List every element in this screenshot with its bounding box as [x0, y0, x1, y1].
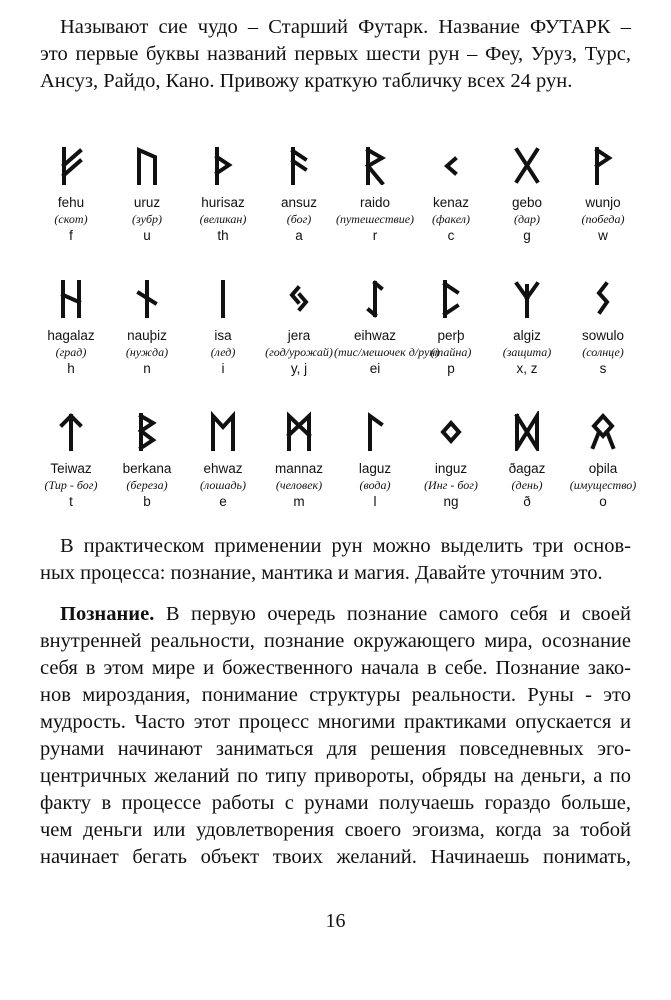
rune-name: algiz: [513, 328, 541, 343]
rune-sound: o: [599, 494, 607, 509]
gebo-rune-icon: [512, 145, 542, 185]
ehwaz-rune-icon: [208, 411, 238, 451]
rune-cell: [182, 278, 264, 378]
rune-meaning: (скот): [54, 212, 88, 226]
text-line: это первые буквы названий первых шести рун – Феу, Уруз, Турс,: [40, 43, 631, 65]
berkana-rune-icon: [132, 411, 162, 451]
rune-name: kenaz: [432, 195, 470, 210]
cognition-heading: Познание.: [60, 603, 155, 625]
rune-cell: [562, 278, 644, 378]
rune-meaning: (береза): [126, 478, 168, 492]
algiz-rune-icon: [512, 278, 542, 318]
rune-cell: [258, 145, 340, 245]
perthro-rune-icon: [436, 278, 466, 318]
rune-sound: w: [598, 228, 608, 243]
rune-meaning: (лошадь): [200, 478, 246, 492]
rune-sound: g: [523, 228, 531, 243]
cognition-paragraph: [40, 601, 631, 871]
rune-cell: [182, 145, 264, 245]
rune-meaning: (дар): [513, 212, 541, 226]
rune-cell: [258, 278, 340, 378]
rune-meaning: (Тир - бог): [44, 478, 98, 492]
teiwaz-rune-icon: [56, 411, 86, 451]
text-line: чем деньги или удовлетворения своего эгоизма, когда за тобой: [40, 819, 631, 841]
text-line: рунами начинают заниматься для решения повседневных эго-: [40, 738, 631, 760]
rune-name: fehu: [57, 195, 85, 210]
text-line: мудрость. Часто этот процесс многими практиками опускается и: [40, 711, 631, 733]
practice-paragraph: [40, 533, 631, 587]
sowulo-rune-icon: [588, 278, 618, 318]
dagaz-rune-icon: [512, 411, 542, 451]
rune-cell: [106, 411, 188, 511]
ingwaz-rune-icon: [436, 411, 466, 451]
rune-sound: a: [295, 228, 303, 243]
rune-cell: [334, 411, 416, 511]
rune-cell: [410, 145, 492, 245]
text-line: Называют сие чудо – Старший Футарк. Название ФУТАРК –: [60, 16, 631, 38]
uruz-rune-icon: [132, 145, 162, 185]
rune-sound: u: [143, 228, 151, 243]
rune-sound: l: [373, 494, 377, 509]
rune-meaning: (тайна): [430, 345, 472, 359]
rune-name: berkana: [122, 461, 172, 476]
rune-sound: r: [372, 228, 378, 243]
text-line: [40, 601, 631, 628]
rune-sound: n: [143, 361, 151, 376]
rune-sound: p: [447, 361, 455, 376]
rune-name: perþ: [437, 328, 465, 343]
rune-cell: [486, 278, 568, 378]
rune-name: hagalaz: [47, 328, 95, 343]
rune-sound: c: [447, 228, 455, 243]
wunjo-rune-icon: [588, 145, 618, 185]
text-line: внутренней реальности, познание окружающего мира, осознание: [40, 630, 631, 652]
text-line: факту в процессе работы с рунами получаешь гораздо больше,: [40, 792, 631, 814]
rune-name: hurisaz: [201, 195, 245, 210]
rune-name: uruz: [133, 195, 161, 210]
rune-meaning: (град): [55, 345, 87, 359]
rune-name: wunjo: [585, 195, 621, 210]
isa-rune-icon: [208, 278, 238, 318]
page-number: 16: [325, 910, 346, 932]
rune-sound: e: [219, 494, 227, 509]
rune-meaning: (победа): [581, 212, 625, 226]
rune-name: jera: [287, 328, 311, 343]
hagalaz-rune-icon: [56, 278, 86, 318]
rune-meaning: (зубр): [132, 212, 162, 226]
rune-name: eihwaz: [353, 328, 397, 343]
rune-cell: [334, 278, 440, 378]
rune-sound: th: [217, 228, 229, 243]
rune-name: ðagaz: [508, 461, 546, 476]
rune-sound: h: [67, 361, 75, 376]
rune-meaning: (путешествие): [335, 212, 415, 226]
text-line: В практическом применении рун можно выделить три основ-: [60, 535, 631, 557]
rune-name: sowulo: [581, 328, 625, 343]
rune-meaning: (тис/мешочек д/рун): [334, 345, 440, 359]
rune-cell: [30, 411, 112, 511]
rune-cell: [30, 278, 112, 378]
rune-sound: s: [599, 361, 607, 376]
kenaz-rune-icon: [436, 145, 466, 185]
rune-cell: [486, 145, 568, 245]
mannaz-rune-icon: [284, 411, 314, 451]
rune-sound: ng: [443, 494, 459, 509]
rune-cell: [182, 411, 264, 511]
laguz-rune-icon: [360, 411, 390, 451]
rune-cell: [106, 278, 188, 378]
rune-cell: [258, 411, 340, 511]
rune-cell: [410, 411, 492, 511]
othala-rune-icon: [588, 411, 618, 451]
text-line: себя в этом мире и божественного начала в себе. Познание зако-: [40, 657, 631, 679]
rune-sound: ei: [369, 361, 381, 376]
raido-rune-icon: [360, 145, 390, 185]
rune-name: oþila: [588, 461, 618, 476]
rune-meaning: (бог): [286, 212, 312, 226]
rune-cell: [30, 145, 112, 245]
rune-sound: f: [69, 228, 73, 243]
text-line: центричных желаний по типу привороты, обряды на деньги, а по: [40, 765, 631, 787]
rune-meaning: (вода): [359, 478, 391, 492]
text-line: Ансуз, Райдо, Кано. Привожу краткую табличку всех 24 рун.: [40, 70, 573, 92]
ansuz-rune-icon: [284, 145, 314, 185]
rune-cell: [334, 145, 416, 245]
rune-meaning: (имущество): [569, 478, 637, 492]
fehu-rune-icon: [56, 145, 86, 185]
rune-cell: [410, 278, 492, 378]
rune-name: ansuz: [280, 195, 318, 210]
rune-sound: x, z: [516, 361, 538, 376]
naudiz-rune-icon: [132, 278, 162, 318]
rune-name: mannaz: [274, 461, 324, 476]
rune-sound: i: [221, 361, 225, 376]
thurisaz-rune-icon: [208, 145, 238, 185]
rune-sound: m: [293, 494, 305, 509]
rune-meaning: (солнце): [582, 345, 624, 359]
rune-meaning: (факел): [431, 212, 471, 226]
rune-name: inguz: [434, 461, 468, 476]
intro-paragraph: [40, 14, 631, 95]
text-line: нов мироздания, понимание структуры реальности. Руны - это: [40, 684, 631, 706]
rune-name: nauþiz: [127, 328, 167, 343]
eihwaz-rune-icon: [360, 278, 390, 318]
rune-meaning: (Инг - бог): [424, 478, 478, 492]
rune-sound: t: [69, 494, 73, 509]
rune-meaning: (день): [511, 478, 543, 492]
rune-name: isa: [214, 328, 232, 343]
rune-name: laguz: [358, 461, 392, 476]
rune-row: [30, 145, 641, 263]
rune-sound: ð: [523, 494, 531, 509]
text-line: ных процесса: познание, мантика и магия. Давайте уточним это.: [40, 562, 603, 584]
rune-row: [30, 278, 641, 396]
rune-sound: y, j: [290, 361, 308, 376]
rune-meaning: (великан): [199, 212, 247, 226]
rune-row: [30, 411, 641, 529]
rune-meaning: (человек): [275, 478, 323, 492]
rune-name: ehwaz: [203, 461, 243, 476]
rune-meaning: (год/урожай): [265, 345, 333, 359]
rune-meaning: (нужда): [125, 345, 169, 359]
rune-meaning: (лед): [210, 345, 236, 359]
rune-name: gebo: [511, 195, 543, 210]
rune-cell: [562, 411, 644, 511]
jera-rune-icon: [284, 278, 314, 318]
rune-cell: [106, 145, 188, 245]
rune-name: raido: [359, 195, 391, 210]
rune-cell: [562, 145, 644, 245]
rune-cell: [486, 411, 568, 511]
rune-name: Teiwaz: [50, 461, 92, 476]
text-line: начинает бегать объект твоих желаний. Начинаешь понимать,: [40, 846, 631, 868]
rune-meaning: (защита): [502, 345, 552, 359]
rune-sound: b: [143, 494, 151, 509]
cognition-first-line: В первую очередь познание самого себя и своей: [154, 603, 631, 625]
